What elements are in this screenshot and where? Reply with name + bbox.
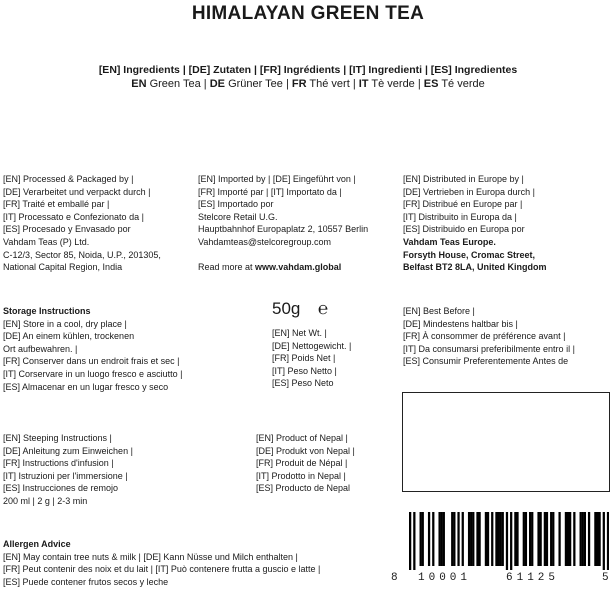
net-weight-line: [ES] Peso Neto	[272, 378, 334, 389]
ingredient-en: Green Tea |	[149, 78, 207, 90]
barcode-bar	[485, 512, 487, 566]
processed-line: [DE] Verarbeitet und verpackt durch |	[3, 186, 151, 197]
barcode-bar	[457, 512, 459, 566]
barcode-bar	[487, 512, 489, 566]
steeping-line: [IT] Istruzioni per l'immersione |	[3, 470, 128, 481]
storage-line: [ES] Almacenar en un lugar fresco y seco	[3, 381, 169, 392]
net-weight-line: [EN] Net Wt. |	[272, 328, 327, 338]
processed-line: [EN] Processed & Packaged by |	[3, 174, 134, 184]
barcode-bar	[529, 512, 531, 566]
imported-line: Hauptbahnhof Europaplatz 2, 10557 Berlin	[198, 224, 369, 235]
lang-code-es: ES	[423, 78, 439, 90]
origin-line: [FR] Produit de Népal |	[256, 458, 348, 469]
barcode-bar	[567, 512, 569, 566]
distributed-line: Belfast BT2 8LA, United Kingdom	[403, 262, 547, 273]
barcode-bar	[580, 512, 582, 566]
net-weight-line: [IT] Peso Netto |	[272, 365, 337, 376]
storage-block	[3, 305, 182, 393]
allergen-line: [FR] Peut contenir des noix et du lait | [IT] Può contenere frutta a guscio e latte |	[3, 564, 321, 575]
barcode-bar	[510, 512, 512, 570]
barcode-bar	[550, 512, 552, 566]
ingredient-es: Té verde	[441, 78, 485, 90]
storage-line: [IT] Corservare in un luogo fresco e asciutto |	[3, 368, 183, 379]
barcode-bar	[451, 512, 453, 566]
barcode-bar	[540, 512, 542, 566]
imported-line: Vahdamteas@stelcoregroup.com	[198, 236, 332, 247]
lang-code-fr: FR	[291, 78, 307, 90]
product-title: HIMALAYAN GREEN TEA	[191, 3, 425, 24]
barcode-bar	[558, 512, 560, 566]
net-weight-line: [DE] Nettogewicht. |	[272, 340, 352, 351]
imported-line: [ES] Importado por	[198, 199, 274, 210]
barcode-bar	[438, 512, 440, 566]
barcode-digits-left: 10001	[418, 572, 472, 584]
barcode-bar	[537, 512, 539, 566]
steeping-line: 200 ml | 2 g | 2-3 min	[3, 495, 88, 506]
storage-line: Ort aufbewahren. |	[3, 343, 78, 354]
storage-line: [EN] Store in a cool, dry place |	[3, 318, 127, 329]
barcode-digits-right: 61125	[506, 572, 560, 584]
read-more-label: Read more at	[198, 261, 256, 272]
processed-line: National Capital Region, India	[3, 262, 123, 273]
best-before-line: [EN] Best Before |	[403, 306, 475, 316]
allergen-block	[3, 538, 320, 588]
ingredient-fr: Thé vert |	[309, 78, 356, 90]
website-link[interactable]: www.vahdam.global	[255, 261, 342, 272]
barcode-bar	[497, 512, 499, 566]
allergen-line: [EN] May contain tree nuts & milk | [DE] Kann Nüsse und Milch enthalten |	[3, 551, 298, 562]
barcode-bar	[443, 512, 445, 566]
barcode-bar	[441, 512, 443, 566]
barcode-bar	[514, 512, 516, 566]
barcode-bar	[569, 512, 571, 566]
ingredients-header: [EN] Ingredients | [DE] Zutaten | [FR] Ingrédients | [IT] Ingredienti | [ES] Ingredientes	[98, 64, 518, 76]
barcode-bar	[470, 512, 472, 566]
lang-code-en: EN	[131, 78, 147, 90]
barcode-bar	[502, 512, 504, 566]
barcode-bar	[413, 512, 415, 570]
storage-line: [DE] An einem kühlen, trockenen	[3, 331, 135, 342]
estimated-sign-icon: ℮	[318, 299, 329, 318]
barcode-bar	[420, 512, 422, 566]
best-before-line: [IT] Da consumarsi preferibilmente entro il |	[403, 343, 575, 354]
distributed-line: [EN] Distributed in Europe by |	[403, 174, 524, 184]
barcode-bar	[472, 512, 474, 566]
processed-line: [IT] Processato e Confezionato da |	[3, 211, 144, 222]
barcode-bar	[603, 512, 605, 570]
barcode-bar	[468, 512, 470, 566]
barcode-bar	[607, 512, 609, 570]
best-before-line: [FR] À consommer de préférence avant |	[403, 331, 566, 342]
barcode-bar	[453, 512, 455, 566]
barcode-bar	[491, 512, 493, 566]
origin-line: [IT] Prodotto in Nepal |	[256, 470, 346, 481]
barcode-bar	[523, 512, 525, 566]
barcode	[409, 512, 609, 570]
storage-line: [FR] Conserver dans un endroit frais et sec |	[3, 356, 180, 367]
processed-by-block	[3, 173, 161, 274]
best-before-line: [ES] Consumir Preferentemente Antes de	[403, 356, 569, 367]
steeping-line: [ES] Instrucciones de remojo	[3, 483, 119, 494]
allergen-line: [ES] Puede contener frutos secos y leche	[3, 576, 169, 587]
barcode-bar	[500, 512, 502, 566]
best-before-block	[403, 305, 575, 368]
best-before-date-box	[402, 392, 610, 492]
net-weight-value: 50g	[272, 299, 301, 318]
barcode-bar	[409, 512, 411, 570]
ingredient-it: Tè verde |	[371, 78, 421, 90]
barcode-bar	[422, 512, 424, 566]
barcode-bar	[506, 512, 508, 570]
distributed-line: [FR] Distribué en Europe par |	[403, 199, 523, 210]
imported-line: [EN] Imported by | [DE] Eingeführt von |	[198, 174, 356, 184]
origin-line: [DE] Produkt von Nepal |	[256, 445, 355, 456]
barcode-bar	[573, 512, 575, 566]
distributed-line: [DE] Vertrieben in Europa durch |	[403, 186, 535, 197]
processed-line: C-12/3, Sector 85, Noida, U.P., 201305,	[3, 249, 161, 260]
barcode-bar	[552, 512, 554, 566]
imported-by-block	[198, 173, 368, 273]
origin-line: [ES] Producto de Nepal	[256, 483, 351, 494]
distributed-line: Forsyth House, Cromac Street,	[403, 249, 536, 260]
lang-code-it: IT	[358, 78, 369, 90]
origin-line: [EN] Product of Nepal |	[256, 433, 348, 443]
net-weight-line: [FR] Poids Net |	[272, 353, 336, 364]
processed-line: [FR] Traité et emballé par |	[3, 199, 110, 210]
barcode-bar	[598, 512, 600, 566]
barcode-bar	[596, 512, 598, 566]
barcode-bar	[432, 512, 434, 566]
steeping-line: [EN] Steeping Instructions |	[3, 433, 112, 443]
barcode-bar	[584, 512, 586, 566]
read-more	[198, 261, 368, 274]
barcode-bar	[546, 512, 548, 566]
barcode-bar	[495, 512, 497, 566]
storage-title: Storage Instructions	[3, 306, 91, 316]
net-weight-block	[272, 327, 351, 390]
barcode-bar	[565, 512, 567, 566]
origin-block	[256, 432, 355, 495]
barcode-bar	[476, 512, 478, 566]
lang-code-de: DE	[209, 78, 226, 90]
ingredients-line	[0, 78, 616, 90]
imported-line: Stelcore Retail U.G.	[198, 211, 278, 222]
distributed-line: [ES] Distribuido en Europa por	[403, 224, 525, 235]
barcode-bar	[516, 512, 518, 566]
barcode-bar	[594, 512, 596, 566]
barcode-bar	[478, 512, 480, 566]
imported-line: [FR] Importé par | [IT] Importato da |	[198, 186, 342, 197]
distributed-by-block	[403, 173, 547, 274]
steeping-line: [DE] Anleitung zum Einweichen |	[3, 445, 133, 456]
steeping-line: [FR] Instructions d'infusion |	[3, 458, 114, 469]
barcode-bar	[525, 512, 527, 566]
allergen-title: Allergen Advice	[3, 539, 71, 549]
barcode-bar	[588, 512, 590, 566]
best-before-line: [DE] Mindestens haltbar bis |	[403, 318, 518, 329]
distributed-line: [IT] Distribuito in Europa da |	[403, 211, 517, 222]
processed-line: [ES] Procesado y Envasado por	[3, 224, 131, 235]
distributed-line: Vahdam Teas Europe.	[403, 236, 496, 247]
barcode-bar	[531, 512, 533, 566]
barcode-bar	[582, 512, 584, 566]
steeping-block	[3, 432, 133, 508]
barcode-digit-first: 8	[391, 572, 398, 584]
barcode-bar	[462, 512, 464, 566]
barcode-digit-last: 5	[602, 572, 609, 584]
ingredient-de: Grüner Tee |	[228, 78, 289, 90]
processed-line: Vahdam Teas (P) Ltd.	[3, 236, 90, 247]
barcode-bar	[544, 512, 546, 566]
barcode-bar	[428, 512, 430, 566]
